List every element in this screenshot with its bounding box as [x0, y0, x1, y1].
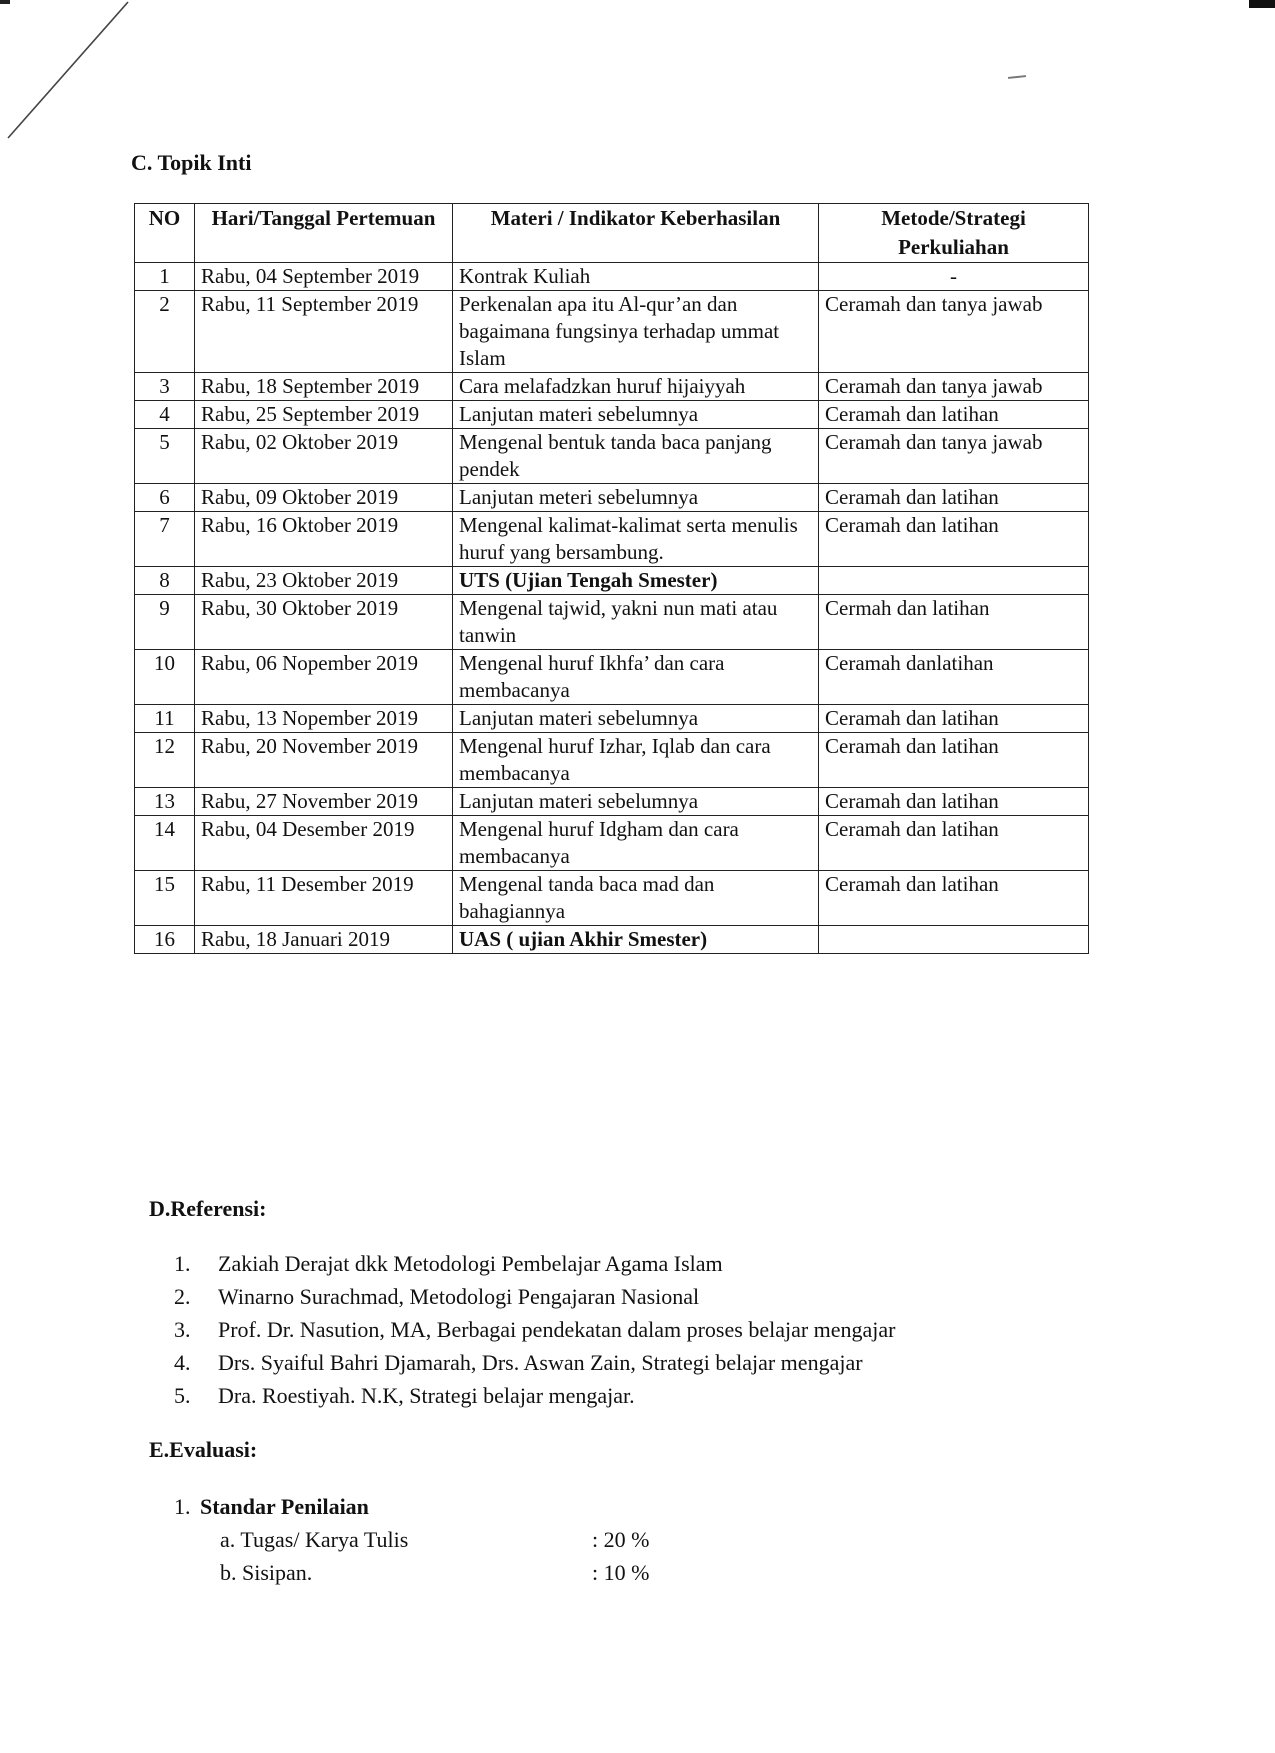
- cell-materi: UTS (Ujian Tengah Smester): [453, 567, 819, 595]
- cell-date: Rabu, 06 Nopember 2019: [195, 650, 453, 705]
- table-row: [135, 429, 1089, 484]
- scan-artifact-bar: [1249, 0, 1275, 8]
- table-row: [135, 816, 1089, 871]
- table-header-row: [135, 204, 1089, 263]
- cell-date: Rabu, 16 Oktober 2019: [195, 512, 453, 567]
- evaluation-block: [174, 1490, 649, 1589]
- cell-date: Rabu, 23 Oktober 2019: [195, 567, 453, 595]
- cell-date: Rabu, 04 Desember 2019: [195, 816, 453, 871]
- cell-materi: Cara melafadzkan huruf hijaiyyah: [453, 373, 819, 401]
- reference-text: Prof. Dr. Nasution, MA, Berbagai pendekatan dalam proses belajar mengajar: [218, 1317, 896, 1342]
- cell-no: 2: [135, 291, 195, 373]
- cell-no: 1: [135, 263, 195, 291]
- table-row: [135, 484, 1089, 512]
- list-item: [174, 1280, 896, 1313]
- reference-list: [174, 1247, 896, 1412]
- list-number: 1.: [174, 1494, 191, 1519]
- cell-metode: [819, 926, 1089, 954]
- cell-materi: Lanjutan meteri sebelumnya: [453, 484, 819, 512]
- cell-date: Rabu, 25 September 2019: [195, 401, 453, 429]
- section-e-title: E.Evaluasi:: [149, 1437, 258, 1462]
- table-row: [135, 733, 1089, 788]
- cell-no: 14: [135, 816, 195, 871]
- cell-materi: Mengenal huruf Idgham dan cara membacanya: [453, 816, 819, 871]
- cell-date: Rabu, 02 Oktober 2019: [195, 429, 453, 484]
- list-item: [174, 1346, 896, 1379]
- scan-artifact-dash: [1008, 75, 1026, 79]
- list-number: 5.: [174, 1383, 191, 1408]
- cell-metode: Cermah dan latihan: [819, 595, 1089, 650]
- table-row: [135, 291, 1089, 373]
- table-row: [135, 650, 1089, 705]
- reference-text: Drs. Syaiful Bahri Djamarah, Drs. Aswan Zain, Strategi belajar mengajar: [218, 1350, 863, 1375]
- cell-materi: Kontrak Kuliah: [453, 263, 819, 291]
- cell-materi: Mengenal tanda baca mad dan bahagiannya: [453, 871, 819, 926]
- cell-no: 15: [135, 871, 195, 926]
- table-row: [135, 595, 1089, 650]
- list-number: 4.: [174, 1350, 191, 1375]
- cell-date: Rabu, 04 September 2019: [195, 263, 453, 291]
- list-item: [174, 1313, 896, 1346]
- header-materi: Materi / Indikator Keberhasilan: [453, 204, 819, 263]
- evaluation-value: : 20 %: [592, 1527, 650, 1552]
- reference-text: Winarno Surachmad, Metodologi Pengajaran Nasional: [218, 1284, 700, 1309]
- cell-metode: Ceramah dan latihan: [819, 733, 1089, 788]
- header-date: Hari/Tanggal Pertemuan: [195, 204, 453, 263]
- cell-date: Rabu, 11 September 2019: [195, 291, 453, 373]
- table-row: [135, 926, 1089, 954]
- cell-metode: Ceramah dan latihan: [819, 705, 1089, 733]
- section-d-title: D.Referensi:: [149, 1196, 267, 1221]
- cell-metode: Ceramah dan tanya jawab: [819, 429, 1089, 484]
- table-row: [135, 871, 1089, 926]
- table-row: [135, 373, 1089, 401]
- cell-date: Rabu, 20 November 2019: [195, 733, 453, 788]
- header-metode: Metode/Strategi Perkuliahan: [819, 204, 1089, 263]
- cell-no: 6: [135, 484, 195, 512]
- scan-artifact-line: [0, 0, 140, 150]
- cell-metode: Ceramah dan tanya jawab: [819, 373, 1089, 401]
- cell-metode: [819, 567, 1089, 595]
- list-number: 2.: [174, 1284, 191, 1309]
- cell-no: 4: [135, 401, 195, 429]
- cell-materi: Mengenal huruf Izhar, Iqlab dan cara membacanya: [453, 733, 819, 788]
- cell-no: 9: [135, 595, 195, 650]
- cell-materi: Lanjutan materi sebelumnya: [453, 705, 819, 733]
- cell-date: Rabu, 18 Januari 2019: [195, 926, 453, 954]
- table-row: [135, 788, 1089, 816]
- header-no: NO: [135, 204, 195, 263]
- cell-metode: Ceramah dan latihan: [819, 788, 1089, 816]
- standar-penilaian-heading: [174, 1490, 649, 1523]
- cell-materi: UAS ( ujian Akhir Smester): [453, 926, 819, 954]
- cell-materi: Lanjutan materi sebelumnya: [453, 401, 819, 429]
- scan-artifact-corner: [0, 0, 10, 4]
- evaluation-item: [174, 1556, 649, 1589]
- subsection-title: Standar Penilaian: [200, 1494, 369, 1519]
- cell-no: 11: [135, 705, 195, 733]
- table-row: [135, 512, 1089, 567]
- list-item: [174, 1247, 896, 1280]
- cell-date: Rabu, 30 Oktober 2019: [195, 595, 453, 650]
- cell-no: 5: [135, 429, 195, 484]
- cell-metode: Ceramah dan latihan: [819, 871, 1089, 926]
- cell-materi: Mengenal bentuk tanda baca panjang pendek: [453, 429, 819, 484]
- cell-date: Rabu, 09 Oktober 2019: [195, 484, 453, 512]
- cell-no: 8: [135, 567, 195, 595]
- cell-metode: -: [819, 263, 1089, 291]
- cell-materi: Mengenal huruf Ikhfa’ dan cara membacanya: [453, 650, 819, 705]
- table-row: [135, 705, 1089, 733]
- cell-no: 12: [135, 733, 195, 788]
- cell-metode: Ceramah dan tanya jawab: [819, 291, 1089, 373]
- table-row: [135, 567, 1089, 595]
- evaluation-value: : 10 %: [592, 1560, 650, 1585]
- topik-inti-table: [134, 203, 1089, 954]
- list-item: [174, 1379, 896, 1412]
- list-number: 3.: [174, 1317, 191, 1342]
- cell-no: 3: [135, 373, 195, 401]
- cell-materi: Mengenal kalimat-kalimat serta menulis huruf yang bersambung.: [453, 512, 819, 567]
- cell-metode: Ceramah danlatihan: [819, 650, 1089, 705]
- cell-date: Rabu, 18 September 2019: [195, 373, 453, 401]
- cell-date: Rabu, 27 November 2019: [195, 788, 453, 816]
- table-row: [135, 401, 1089, 429]
- evaluation-label: b. Sisipan.: [220, 1560, 313, 1585]
- section-c-title: C. Topik Inti: [131, 150, 252, 175]
- cell-date: Rabu, 13 Nopember 2019: [195, 705, 453, 733]
- cell-metode: Ceramah dan latihan: [819, 512, 1089, 567]
- evaluation-item: [174, 1523, 649, 1556]
- cell-no: 10: [135, 650, 195, 705]
- cell-metode: Ceramah dan latihan: [819, 401, 1089, 429]
- reference-text: Dra. Roestiyah. N.K, Strategi belajar mengajar.: [218, 1383, 635, 1408]
- cell-materi: Perkenalan apa itu Al-qur’an dan bagaimana fungsinya terhadap ummat Islam: [453, 291, 819, 373]
- cell-metode: Ceramah dan latihan: [819, 816, 1089, 871]
- cell-date: Rabu, 11 Desember 2019: [195, 871, 453, 926]
- cell-materi: Mengenal tajwid, yakni nun mati atau tanwin: [453, 595, 819, 650]
- cell-no: 16: [135, 926, 195, 954]
- cell-metode: Ceramah dan latihan: [819, 484, 1089, 512]
- cell-no: 13: [135, 788, 195, 816]
- table-row: [135, 263, 1089, 291]
- list-number: 1.: [174, 1251, 191, 1276]
- cell-no: 7: [135, 512, 195, 567]
- evaluation-label: a. Tugas/ Karya Tulis: [220, 1527, 409, 1552]
- reference-text: Zakiah Derajat dkk Metodologi Pembelajar Agama Islam: [218, 1251, 723, 1276]
- cell-materi: Lanjutan materi sebelumnya: [453, 788, 819, 816]
